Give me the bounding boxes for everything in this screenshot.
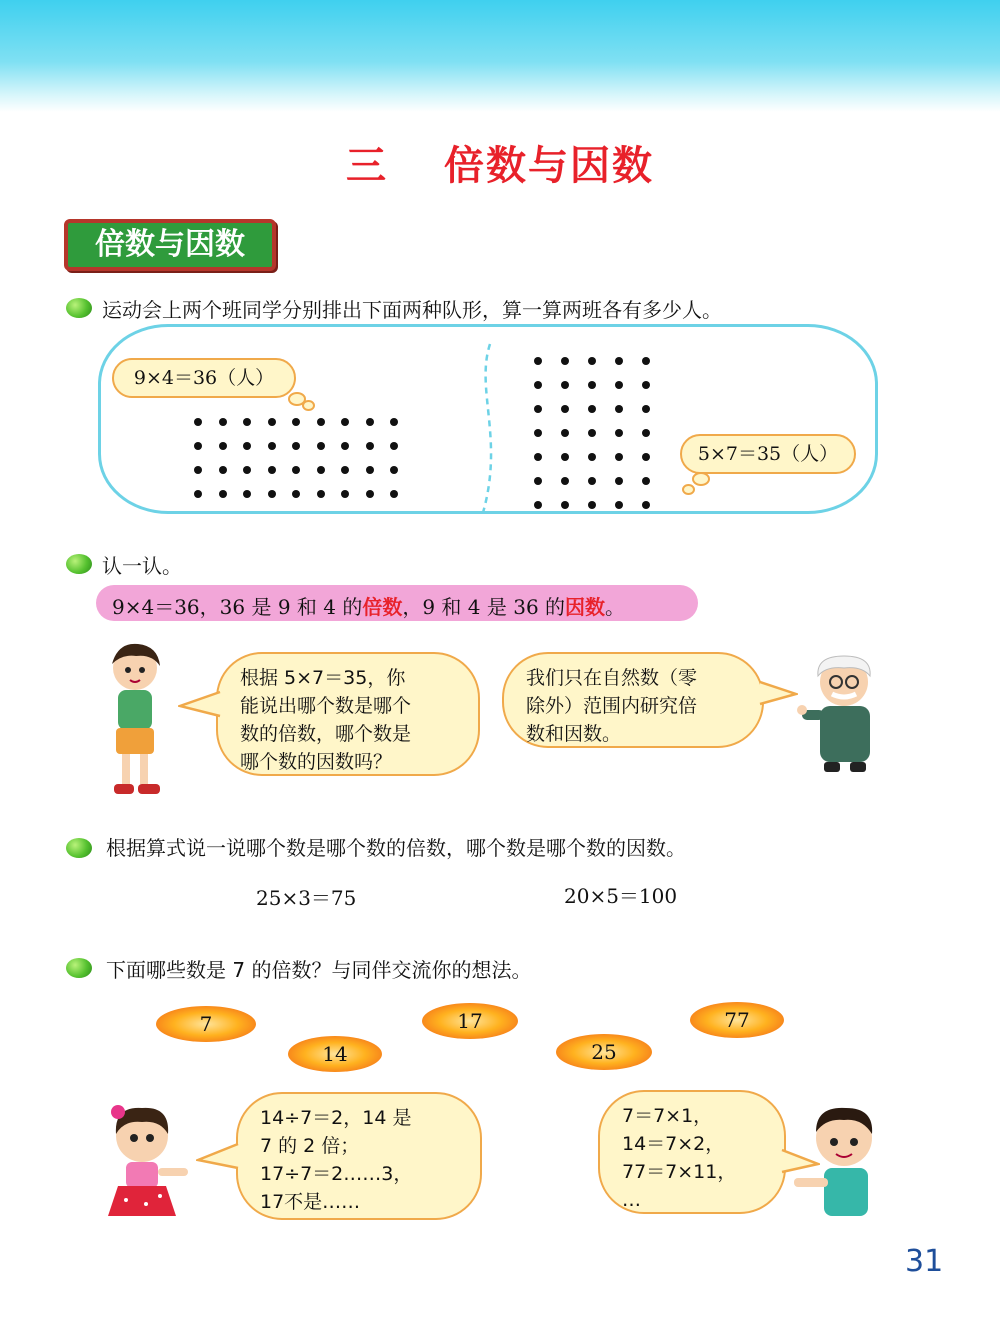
formation-dot (615, 501, 623, 509)
formation-dot (194, 418, 202, 426)
formation-dot (561, 357, 569, 365)
header-band (0, 0, 1000, 112)
formation-dot (243, 442, 251, 450)
formation-dot (341, 442, 349, 450)
formation-dot (534, 477, 542, 485)
formation-dot (642, 381, 650, 389)
formation-dot (642, 429, 650, 437)
formation-dot (615, 381, 623, 389)
formation-dot (588, 477, 596, 485)
speech-line: 7 的 2 倍； (260, 1135, 360, 1157)
girl-speech-bubble (236, 1092, 482, 1220)
number-oval: 14 (288, 1036, 382, 1072)
formation-dot (615, 453, 623, 461)
formation-dot (390, 466, 398, 474)
formation-dot (390, 490, 398, 498)
boy-answer-speech-bubble (598, 1090, 786, 1214)
formation-dot (292, 418, 300, 426)
formation-dot (366, 418, 374, 426)
number-oval: 17 (422, 1003, 518, 1039)
statement-part: 。 (605, 595, 626, 619)
speech-line: 14÷7＝2，14 是 (260, 1107, 412, 1129)
formation-dot (268, 466, 276, 474)
speech-line: 根据 5×7＝35，你 (240, 667, 406, 689)
formation-dot (292, 490, 300, 498)
formation-dot (366, 466, 374, 474)
teacher-speech-bubble (502, 652, 764, 748)
formation-dot (292, 466, 300, 474)
formation-dot (194, 442, 202, 450)
bullet-icon (66, 838, 92, 858)
formation-dot (268, 490, 276, 498)
speech-tail (178, 690, 222, 720)
thought-dot (692, 472, 710, 486)
formation-dot (588, 501, 596, 509)
question-1-text: 运动会上两个班同学分别排出下面两种队形，算一算两班各有多少人。 (102, 298, 722, 322)
speech-line: 数和因数。 (526, 723, 622, 745)
number-oval: 7 (156, 1006, 256, 1042)
left-dot-formation (194, 418, 398, 498)
formation-dot (317, 442, 325, 450)
speech-line: 能说出哪个数是哪个 (240, 695, 412, 717)
formation-dot (317, 418, 325, 426)
formation-dot (615, 477, 623, 485)
chapter-number: 三 (346, 143, 388, 189)
formation-dot (341, 490, 349, 498)
formation-dot (534, 357, 542, 365)
formation-dot (243, 418, 251, 426)
formation-dot (642, 405, 650, 413)
formation-dot (219, 490, 227, 498)
statement-part: ，9 和 4 是 36 的 (402, 595, 566, 619)
speech-line: 17÷7＝2……3， (260, 1163, 413, 1185)
formation-dot (588, 429, 596, 437)
formation-dot (292, 442, 300, 450)
thought-dot (302, 400, 315, 411)
formation-dot (219, 418, 227, 426)
formation-dot (615, 405, 623, 413)
thought-dot (682, 484, 695, 495)
girl-illustration (96, 1100, 206, 1230)
formation-dot (243, 466, 251, 474)
equation: 25×3＝75 (256, 886, 357, 910)
boy-thinking-illustration (100, 640, 170, 805)
speech-line: 14＝7×2， (622, 1133, 725, 1155)
bullet-icon (66, 554, 92, 574)
left-thought-bubble: 9×4＝36（人） (112, 358, 296, 398)
formation-dot (642, 477, 650, 485)
formation-dot (561, 405, 569, 413)
question-2-text: 认一认。 (102, 554, 182, 578)
formation-dot (390, 442, 398, 450)
formation-dot (561, 453, 569, 461)
teacher-illustration (796, 650, 886, 775)
formation-dot (534, 429, 542, 437)
formation-dot (588, 405, 596, 413)
panel-divider (470, 340, 510, 520)
boy-speech-bubble (216, 652, 480, 776)
speech-tail (196, 1140, 240, 1172)
formation-dot (642, 357, 650, 365)
right-thought-bubble: 5×7＝35（人） (680, 434, 856, 474)
formation-dot (317, 466, 325, 474)
formation-dot (561, 477, 569, 485)
formation-dot (561, 429, 569, 437)
formation-dot (219, 442, 227, 450)
speech-line: 除外）范围内研究倍 (526, 695, 698, 717)
page-number: 31 (905, 1244, 944, 1279)
formation-dot (366, 490, 374, 498)
formation-dot (561, 501, 569, 509)
statement-part: 9×4＝36，36 是 9 和 4 的 (112, 595, 363, 619)
formation-dot (268, 418, 276, 426)
speech-line: 数的倍数，哪个数是 (240, 723, 412, 745)
formation-dot (534, 501, 542, 509)
formation-dot (243, 490, 251, 498)
formation-dot (561, 381, 569, 389)
formation-dot (534, 453, 542, 461)
formation-dot (588, 357, 596, 365)
right-dot-formation (534, 357, 650, 509)
number-oval: 77 (690, 1002, 784, 1038)
formation-dot (615, 357, 623, 365)
formation-dot (341, 466, 349, 474)
formation-dot (390, 418, 398, 426)
formation-dot (588, 453, 596, 461)
formation-dot (317, 490, 325, 498)
chapter-title (0, 134, 1000, 191)
formation-dot (642, 453, 650, 461)
definition-statement (112, 591, 625, 620)
formation-dot (534, 405, 542, 413)
speech-tail (758, 680, 798, 710)
formation-dot (341, 418, 349, 426)
formation-dot (194, 490, 202, 498)
formation-dot (615, 429, 623, 437)
section-badge: 倍数与因数 (64, 219, 276, 271)
formation-dot (194, 466, 202, 474)
formation-dot (588, 381, 596, 389)
formation-dot (534, 381, 542, 389)
formation-dot (219, 466, 227, 474)
chapter-name: 倍数与因数 (444, 143, 654, 189)
speech-line: 哪个数的因数吗？ (240, 751, 393, 773)
speech-line: 17不是…… (260, 1191, 361, 1213)
bullet-icon (66, 298, 92, 318)
speech-line: … (622, 1189, 641, 1211)
formation-dot (268, 442, 276, 450)
question-4-text: 下面哪些数是 7 的倍数？与同伴交流你的想法。 (106, 958, 532, 982)
question-3-text: 根据算式说一说哪个数是哪个数的倍数，哪个数是哪个数的因数。 (106, 836, 686, 860)
formation-dot (366, 442, 374, 450)
boy-explaining-illustration (790, 1100, 890, 1225)
number-oval: 25 (556, 1034, 652, 1070)
speech-line: 77＝7×11， (622, 1161, 737, 1183)
term-factor: 因数 (565, 595, 606, 619)
bullet-icon (66, 958, 92, 978)
formation-dot (642, 501, 650, 509)
term-multiple: 倍数 (362, 595, 403, 619)
speech-line: 我们只在自然数（零 (526, 667, 698, 689)
speech-line: 7＝7×1， (622, 1105, 713, 1127)
equation: 20×5＝100 (564, 884, 678, 908)
